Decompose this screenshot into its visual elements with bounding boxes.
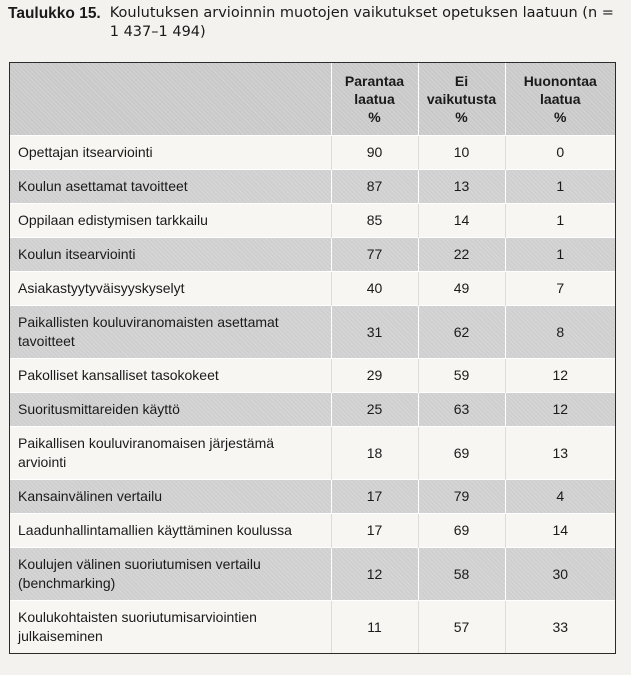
value-no-effect: 59 — [418, 359, 505, 393]
value-improves: 11 — [331, 601, 418, 654]
row-label: Asiakastyytyväisyyskyselyt — [10, 272, 331, 306]
row-label: Koulun asettamat tavoitteet — [10, 170, 331, 204]
value-worsens: 13 — [505, 427, 615, 480]
table-row — [10, 427, 615, 480]
value-worsens: 1 — [505, 170, 615, 204]
value-improves: 40 — [331, 272, 418, 306]
value-worsens: 12 — [505, 359, 615, 393]
table-header-row — [10, 63, 615, 136]
value-improves: 29 — [331, 359, 418, 393]
header-worsens-quality: Huonontaa laatua % — [505, 63, 615, 136]
header-no-effect: Ei vaikutusta % — [418, 63, 505, 136]
value-worsens: 14 — [505, 514, 615, 548]
value-improves: 85 — [331, 204, 418, 238]
header-cell-blank — [10, 63, 331, 136]
value-improves: 90 — [331, 136, 418, 170]
table-row — [10, 306, 615, 359]
value-improves: 17 — [331, 514, 418, 548]
value-worsens: 7 — [505, 272, 615, 306]
table-caption — [8, 4, 620, 42]
value-no-effect: 14 — [418, 204, 505, 238]
value-no-effect: 58 — [418, 548, 505, 601]
value-worsens: 8 — [505, 306, 615, 359]
value-improves: 18 — [331, 427, 418, 480]
value-no-effect: 62 — [418, 306, 505, 359]
value-improves: 25 — [331, 393, 418, 427]
value-worsens: 1 — [505, 204, 615, 238]
row-label: Oppilaan edistymisen tarkkailu — [10, 204, 331, 238]
value-no-effect: 13 — [418, 170, 505, 204]
table-row — [10, 480, 615, 514]
row-label: Koulukohtaisten suoriutumisarviointien julkaiseminen — [10, 601, 331, 654]
table-row — [10, 136, 615, 170]
value-no-effect: 10 — [418, 136, 505, 170]
row-label: Suoritusmittareiden käyttö — [10, 393, 331, 427]
table-row — [10, 359, 615, 393]
value-no-effect: 63 — [418, 393, 505, 427]
row-label: Kansainvälinen vertailu — [10, 480, 331, 514]
table-row — [10, 514, 615, 548]
caption-label: Taulukko 15. — [8, 5, 101, 22]
value-no-effect: 22 — [418, 238, 505, 272]
value-no-effect: 69 — [418, 514, 505, 548]
row-label: Paikallisten kouluviranomaisten asettamat tavoitteet — [10, 306, 331, 359]
row-label: Pakolliset kansalliset tasokokeet — [10, 359, 331, 393]
row-label: Paikallisen kouluviranomaisen järjestämä arviointi — [10, 427, 331, 480]
value-no-effect: 57 — [418, 601, 505, 654]
value-improves: 12 — [331, 548, 418, 601]
table-row — [10, 393, 615, 427]
value-worsens: 33 — [505, 601, 615, 654]
data-table-frame — [9, 62, 616, 654]
table-row — [10, 272, 615, 306]
table-row — [10, 170, 615, 204]
row-label: Laadunhallintamallien käyttäminen koulussa — [10, 514, 331, 548]
table-row — [10, 238, 615, 272]
value-no-effect: 49 — [418, 272, 505, 306]
header-improves-quality: Parantaa laatua % — [331, 63, 418, 136]
value-improves: 17 — [331, 480, 418, 514]
table-row — [10, 601, 615, 654]
value-worsens: 0 — [505, 136, 615, 170]
row-label: Opettajan itsearviointi — [10, 136, 331, 170]
table-row — [10, 204, 615, 238]
row-label: Koulun itsearviointi — [10, 238, 331, 272]
value-improves: 31 — [331, 306, 418, 359]
value-no-effect: 79 — [418, 480, 505, 514]
value-worsens: 12 — [505, 393, 615, 427]
value-improves: 87 — [331, 170, 418, 204]
value-worsens: 4 — [505, 480, 615, 514]
caption-text: Koulutuksen arvioinnin muotojen vaikutukset opetuksen laatuun (n = 1 437–1 494) — [109, 5, 614, 40]
data-table — [10, 63, 615, 653]
value-improves: 77 — [331, 238, 418, 272]
row-label: Koulujen välinen suoriutumisen vertailu (benchmarking) — [10, 548, 331, 601]
value-worsens: 30 — [505, 548, 615, 601]
table-row — [10, 548, 615, 601]
value-no-effect: 69 — [418, 427, 505, 480]
value-worsens: 1 — [505, 238, 615, 272]
